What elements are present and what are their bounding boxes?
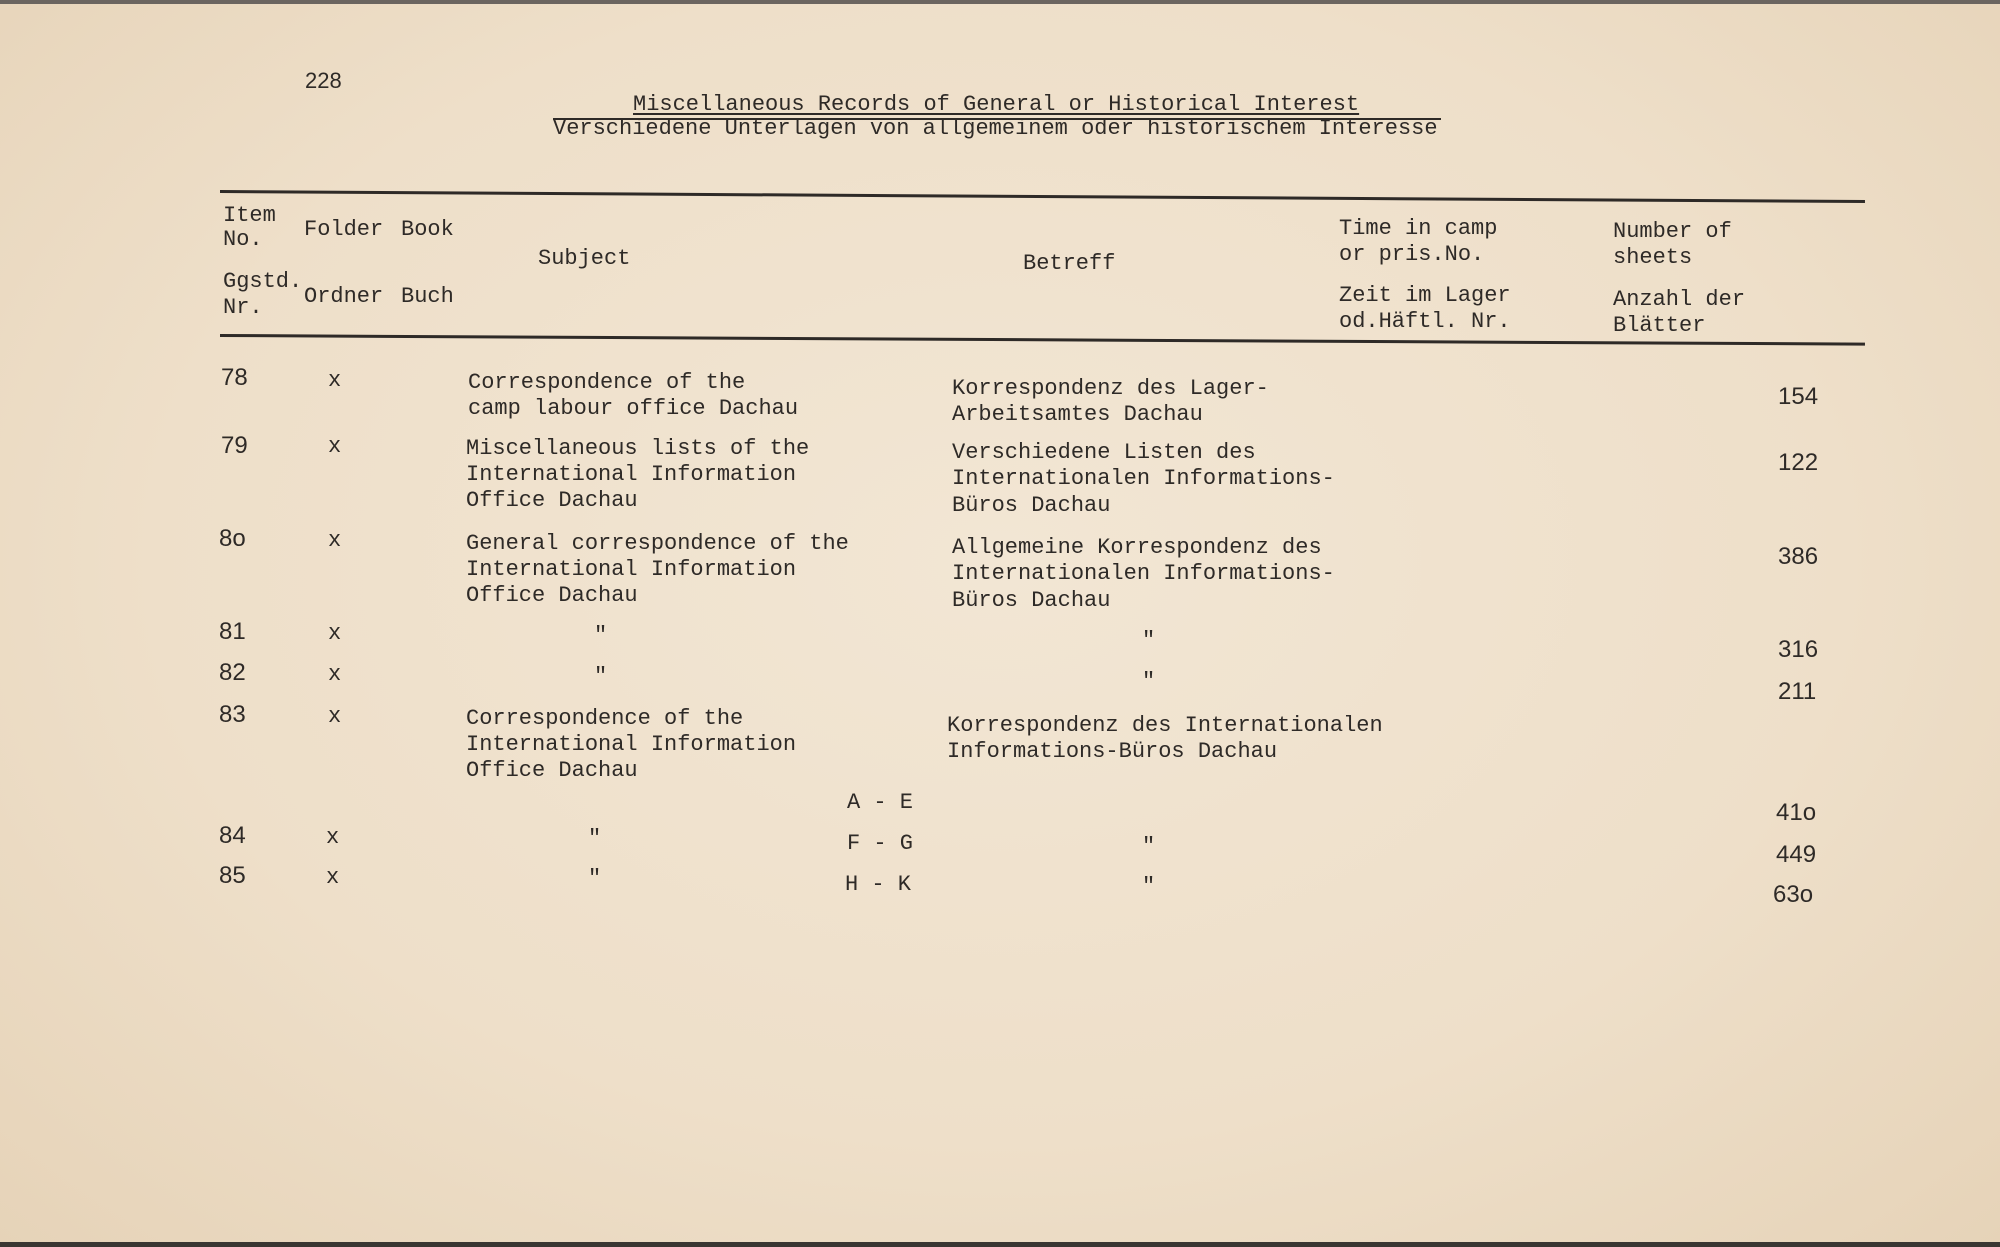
- ditto-mark: ": [588, 826, 602, 851]
- folder-mark: x: [328, 368, 342, 393]
- subject-line: Office Dachau: [466, 488, 638, 513]
- ditto-mark: ": [588, 866, 602, 891]
- scan-edge-top: [0, 0, 2000, 4]
- header-item-en-2: No.: [223, 227, 263, 252]
- betreff-line: Büros Dachau: [952, 493, 1111, 518]
- subject-line: Office Dachau: [466, 758, 638, 783]
- ditto-mark: ": [1142, 874, 1156, 899]
- header-sheets-de-2: Blätter: [1613, 313, 1706, 338]
- header-sheets-de-1: Anzahl der: [1613, 287, 1746, 312]
- ditto-mark: ": [1142, 834, 1156, 859]
- header-folder-en: Folder: [304, 217, 384, 242]
- folder-mark: x: [328, 662, 342, 687]
- betreff-line: Allgemeine Korrespondenz des: [952, 535, 1322, 560]
- header-time-en-2: or pris.No.: [1339, 242, 1485, 267]
- betreff-line: Informations-Büros Dachau: [947, 739, 1278, 764]
- item-number: 8o: [219, 525, 246, 552]
- header-item-en-1: Item: [223, 203, 276, 228]
- sheet-count: 386: [1778, 543, 1819, 570]
- sheet-count: 449: [1776, 841, 1817, 868]
- header-betreff: Betreff: [1023, 251, 1116, 276]
- header-sheets-en-2: sheets: [1613, 245, 1693, 270]
- subject-line: International Information: [466, 462, 797, 487]
- betreff-line: Internationalen Informations-: [952, 561, 1335, 586]
- page-number: 228: [305, 68, 342, 93]
- ditto-mark: ": [1142, 628, 1156, 653]
- betreff-line: Büros Dachau: [952, 588, 1111, 613]
- sheet-count: 154: [1778, 383, 1819, 410]
- folder-mark: x: [328, 434, 342, 459]
- subject-line: Office Dachau: [466, 583, 638, 608]
- item-number: 83: [219, 701, 246, 728]
- sheet-count: 63o: [1773, 881, 1814, 908]
- header-book-de: Buch: [401, 284, 454, 309]
- ditto-mark: ": [1142, 669, 1156, 694]
- folder-mark: x: [326, 825, 340, 850]
- item-number: 82: [219, 659, 246, 686]
- scan-edge-bottom: [0, 1242, 2000, 1247]
- table-top-rule: [220, 190, 1865, 203]
- ditto-mark: ": [594, 623, 608, 648]
- betreff-line: Arbeitsamtes Dachau: [952, 402, 1203, 427]
- header-item-de-1: Ggstd.: [223, 269, 303, 294]
- header-time-de-2: od.Häftl. Nr.: [1339, 309, 1511, 334]
- item-number: 84: [219, 822, 246, 849]
- item-number: 78: [221, 364, 248, 391]
- header-folder-de: Ordner: [304, 284, 384, 309]
- header-subject: Subject: [538, 246, 631, 271]
- header-time-en-1: Time in camp: [1339, 216, 1498, 241]
- folder-mark: x: [328, 704, 342, 729]
- ditto-mark: ": [594, 664, 608, 689]
- folder-mark: x: [328, 528, 342, 553]
- book-range: A - E: [847, 790, 914, 815]
- sheet-count: 122: [1778, 449, 1819, 476]
- item-number: 81: [219, 618, 246, 645]
- folder-mark: x: [326, 865, 340, 890]
- sheet-count: 316: [1778, 636, 1819, 663]
- betreff-line: Korrespondenz des Lager-: [952, 376, 1269, 401]
- subject-line: General correspondence of the: [466, 531, 849, 556]
- header-sheets-en-1: Number of: [1613, 219, 1732, 244]
- subject-line: camp labour office Dachau: [468, 396, 799, 421]
- sheet-count: 211: [1778, 678, 1817, 705]
- subject-line: Correspondence of the: [468, 370, 746, 395]
- subject-line: Correspondence of the: [466, 706, 744, 731]
- subject-line: International Information: [466, 732, 797, 757]
- folder-mark: x: [328, 621, 342, 646]
- betreff-line: Verschiedene Listen des: [952, 440, 1256, 465]
- title-english: Miscellaneous Records of General or Historical Interest: [553, 92, 1441, 120]
- subject-line: International Information: [466, 557, 797, 582]
- betreff-line: Korrespondenz des Internationalen: [947, 713, 1383, 738]
- subject-line: Miscellaneous lists of the: [466, 436, 810, 461]
- title-german: Verschiedene Unterlagen von allgemeinem oder historischem Interesse: [553, 116, 1438, 141]
- book-range: F - G: [847, 831, 914, 856]
- item-number: 79: [221, 432, 248, 459]
- item-number: 85: [219, 862, 246, 889]
- header-time-de-1: Zeit im Lager: [1339, 283, 1511, 308]
- header-item-de-2: Nr.: [223, 295, 263, 320]
- sheet-count: 41o: [1776, 799, 1817, 826]
- book-range: H - K: [845, 872, 912, 897]
- header-book-en: Book: [401, 217, 454, 242]
- betreff-line: Internationalen Informations-: [952, 466, 1335, 491]
